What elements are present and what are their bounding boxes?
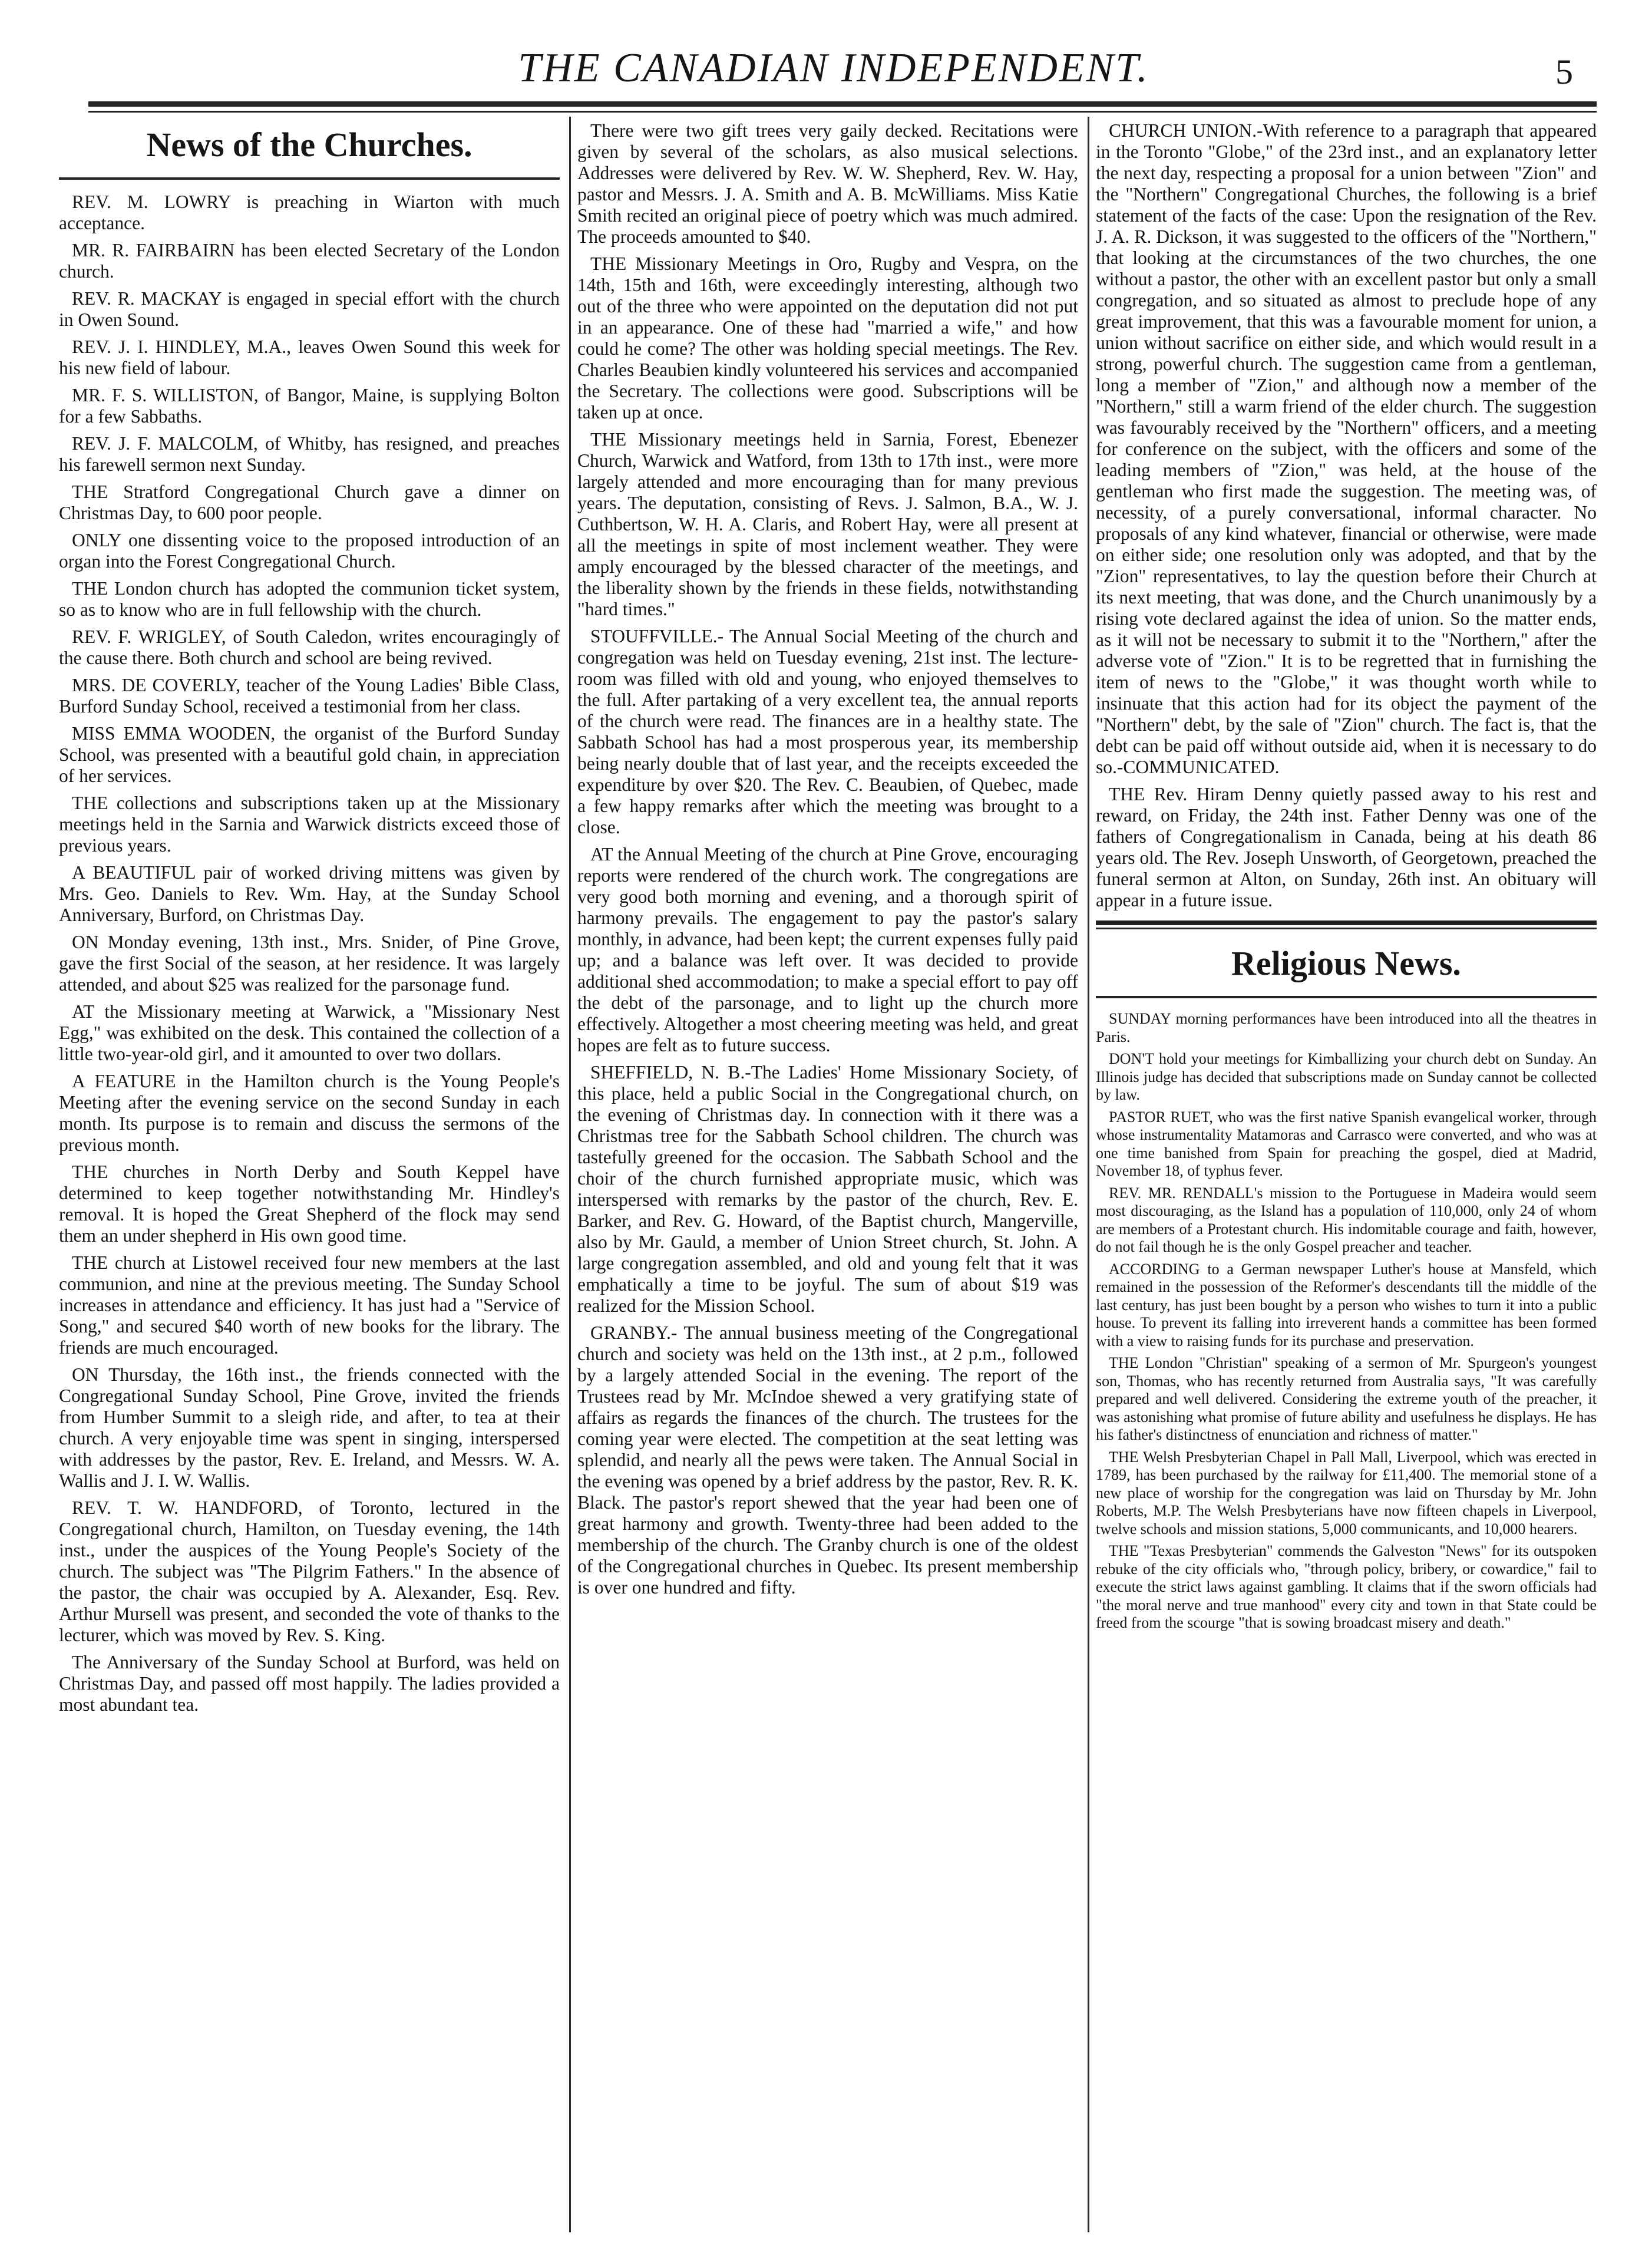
section-heading-religious-news: Religious News. (1231, 944, 1461, 982)
section-rule-thin (1096, 928, 1597, 929)
section-rule-thick (1096, 921, 1597, 925)
column-continued (577, 120, 1078, 2256)
heading-rule (59, 177, 560, 180)
article-paragraph: THE Stratford Congregational Church gave a dinner on Christmas Day, to 600 poor people. (59, 481, 560, 523)
masthead (88, 40, 1579, 99)
article-paragraph: STOUFFVILLE.- The Annual Social Meeting of the church and congregation was held on Tuesday evening, 21st inst. The lecture-room was filled with old and young, who enjoyed themselves to the full. After partaking of a very excellent tea, the annual reports of the church were read. The finances are in a healthy state. The Sabbath School has had a most prosperous year, its membership being nearly double that of last year, and the receipts exceeded the expenditure by over $20. The Rev. C. Beaubien, of Quebec, made a few happy remarks after which the meeting was brought to a close. (577, 626, 1078, 837)
paragraph-list (59, 192, 560, 1715)
column-divider (569, 117, 571, 2232)
article-paragraph: The Anniversary of the Sunday School at Burford, was held on Christmas Day, and passed off most happily. The ladies provided a most abundant tea. (59, 1652, 560, 1715)
article-paragraph: THE church at Listowel received four new members at the last communion, and nine at the previous meeting. The Sunday School increases in attendance and efficiency. It has just had a "Service of Song," and secured $40 worth of new books for the library. The friends are much encouraged. (59, 1252, 560, 1358)
article-paragraph: ONLY one dissenting voice to the proposed introduction of an organ into the Forest Congregational Church. (59, 530, 560, 572)
header-rule-thick (88, 101, 1597, 107)
article-paragraph: A BEAUTIFUL pair of worked driving mittens was given by Mrs. Geo. Daniels to Rev. Wm. Hay, at the Sunday School Anniversary, Burford, on Christmas Day. (59, 862, 560, 925)
article-paragraph: ON Thursday, the 16th inst., the friends connected with the Congregational Sunday School, Pine Grove, invited the friends from Humber Summit to a sleigh ride, and after, to tea at their church. A very enjoyable time was spent in singing, interspersed with addresses by the pastor, Rev. E. Ireland, and Messrs. W. A. Wallis and J. I. W. Wallis. (59, 1364, 560, 1491)
article-paragraph: ACCORDING to a German newspaper Luther's house at Mansfeld, which remained in the possession of the Reformer's descendants till the middle of the last century, has just been bought by a person who wishes to turn it into a public house. To prevent its falling into irreverent hands a committee has been formed with a view to raising funds for its purchase and preservation. (1096, 1260, 1597, 1350)
article-paragraph: REV. M. LOWRY is preaching in Wiarton with much acceptance. (59, 192, 560, 233)
heading-rule (1096, 996, 1597, 998)
article-paragraph: REV. J. I. HINDLEY, M.A., leaves Owen Sound this week for his new field of labour. (59, 336, 560, 378)
article-paragraph: THE London "Christian" speaking of a sermon of Mr. Spurgeon's youngest son, Thomas, who has recently returned from Australia says, "It was carefully prepared and well delivered. Considering the extreme youth of the preacher, it was astonishing what promise of future ability and usefulness he displays. He has his father's distinctness of enunciation and richness of matter." (1096, 1354, 1597, 1443)
newspaper-title: THE CANADIAN INDEPENDENT. (518, 45, 1149, 91)
article-paragraph: MISS EMMA WOODEN, the organist of the Burford Sunday School, was presented with a beautiful gold chain, in appreciation of her services. (59, 723, 560, 786)
article-paragraph: THE London church has adopted the communion ticket system, so as to know who are in full fellowship with the church. (59, 578, 560, 620)
article-paragraph: THE Welsh Presbyterian Chapel in Pall Mall, Liverpool, which was erected in 1789, has been purchased by the railway for £11,400. The memorial stone of a new place of worship for the congregation was laid on Thursday by Mr. John Roberts, M.P. The Welsh Presbyterians have now fifteen chapels in Liverpool, twelve schools and mission stations, 5,000 communicants, and 10,000 hearers. (1096, 1448, 1597, 1538)
article-paragraph: REV. J. F. MALCOLM, of Whitby, has resigned, and preaches his farewell sermon next Sunday. (59, 433, 560, 475)
article-paragraph: REV. T. W. HANDFORD, of Toronto, lectured in the Congregational church, Hamilton, on Tuesday evening, the 14th inst., under the auspices of the Young People's Society of the church. The subject was "The Pilgrim Fathers." In the absence of the pastor, the chair was occupied by A. Alexander, Esq. Rev. Arthur Mursell was present, and seconded the vote of thanks to the lecturer, which was moved by Rev. S. King. (59, 1497, 560, 1645)
page-number: 5 (1555, 52, 1573, 91)
article-paragraph: AT the Missionary meeting at Warwick, a "Missionary Nest Egg," was exhibited on the desk. This contained the collection of a little two-year-old girl, and it amounted to over two dollars. (59, 1001, 560, 1064)
section-heading: News of the Churches. (146, 126, 473, 164)
article-paragraph: MR. F. S. WILLISTON, of Bangor, Maine, is supplying Bolton for a few Sabbaths. (59, 385, 560, 427)
article-paragraph: PASTOR RUET, who was the first native Spanish evangelical worker, through whose instrumentality Matamoras and Carrasco were converted, and who was at one time banished from Spain for preaching the gospel, died at Madrid, November 18, of typhus fever. (1096, 1108, 1597, 1179)
article-paragraph: MRS. DE COVERLY, teacher of the Young Ladies' Bible Class, Burford Sunday School, received a testimonial from her class. (59, 675, 560, 717)
article-paragraph: THE "Texas Presbyterian" commends the Galveston "News" for its outspoken rebuke of the city officials who, "through policy, bribery, or cowardice," fail to execute the strict laws against gambling. It claims that if the sworn officials had "the moral nerve and true manhood" every city and town in that State could be freed from the scourge "that is sowing broadcast misery and death." (1096, 1542, 1597, 1631)
article-paragraph: THE churches in North Derby and South Keppel have determined to keep together notwithstanding Mr. Hindley's removal. It is hoped the Great Shepherd of the flock may send them an under shepherd in His own good time. (59, 1162, 560, 1246)
header-rule-thin (88, 111, 1597, 113)
article-paragraph: CHURCH UNION.-With reference to a paragraph that appeared in the Toronto "Globe," of the 23rd inst., and an explanatory letter the next day, respecting a proposal for a union between "Zion" and the "Northern" Congregational Churches, the following is a brief statement of the facts of the case: Upon the resignation of the Rev. J. A. R. Dickson, it was suggested to the officers of the "Northern," that looking at the circumstances of the two churches, the one without a pastor, the other with an excellent pastor but only a small congregation, and so situated as almost to preclude hope of any great improvement, that this was a favourable moment for union, a union without sacrifice on either side, and which would result in a strong, powerful church. The suggestion came from a gentleman, long a member of "Zion," and although now a member of the "Northern," still a warm friend of the elder church. The suggestion was favourably received by the "Northern" officers, and a meeting for conference on the subject, with the officers and some of the leading members of "Zion," was held, at the house of the gentleman who first made the suggestion. The meeting was, of necessity, of a purely conversational, informal character. No proposals of any kind whatever, financial or otherwise, were made on either side; one resolution only was adopted, and that by the "Zion" representatives, to lay the question before their Church at its next meeting, that was done, and the Church unanimously by a rising vote declared against the idea of union. So the matter ends, as it will not be necessary to submit it to the "Northern," after the adverse vote of "Zion." It is to be regretted that in furnishing the item of news to the "Globe," it was thought worth while to insinuate that this action had for its object the payment of the "Northern" debt, by the sale of "Zion" church. The fact is, that the debt can be paid off without outside aid, when it is necessary to do so.-COMMUNICATED. (1096, 120, 1597, 777)
article-paragraph: MR. R. FAIRBAIRN has been elected Secretary of the London church. (59, 240, 560, 282)
paragraph-list (1096, 120, 1597, 911)
article-paragraph: THE Missionary Meetings in Oro, Rugby and Vespra, on the 14th, 15th and 16th, were exceedingly interesting, although two out of the three who were appointed on the deputation did not put in an appearance. One of these had "married a wife," and how could he come? The other was holding special meetings. The Rev. Charles Beaubien kindly volunteered his services and accompanied the Secretary. The collections were good. Subscriptions will be taken up at once. (577, 253, 1078, 423)
article-paragraph: A FEATURE in the Hamilton church is the Young People's Meeting after the evening service on the second Sunday in each month. Its purpose is to remain and discuss the sermons of the previous month. (59, 1071, 560, 1155)
paragraph-list (577, 120, 1078, 1598)
article-paragraph: THE Missionary meetings held in Sarnia, Forest, Ebenezer Church, Warwick and Watford, from 13th to 17th inst., were more largely attended and more encouraging than for many previous years. The deputation, consisting of Revs. J. Salmon, B.A., W. J. Cuthbertson, W. H. A. Claris, and Robert Hay, were all present at all the meetings in spite of most inclement weather. They were amply encouraged by the blessed character of the meetings, and the liberality shown by the friends in these fields, notwithstanding "hard times." (577, 429, 1078, 619)
article-paragraph: ON Monday evening, 13th inst., Mrs. Snider, of Pine Grove, gave the first Social of the season, at her residence. It was largely attended, and about $25 was realized for the parsonage fund. (59, 932, 560, 995)
article-paragraph: DON'T hold your meetings for Kimballizing your church debt on Sunday. An Illinois judge has decided that subscriptions made on Sunday cannot be collected by law. (1096, 1050, 1597, 1103)
article-paragraph: REV. R. MACKAY is engaged in special effort with the church in Owen Sound. (59, 288, 560, 330)
small-paragraph-list (1096, 1010, 1597, 1632)
article-paragraph: There were two gift trees very gaily decked. Recitations were given by several of the scholars, as also musical selections. Addresses were delivered by Rev. W. W. Shepherd, Rev. W. Hay, pastor and Messrs. J. A. Smith and A. B. McWilliams. Miss Katie Smith recited an original piece of poetry which was much admired. The proceeds amounted to $40. (577, 120, 1078, 247)
article-paragraph: GRANBY.- The annual business meeting of the Congregational church and society was held on the 13th inst., at 2 p.m., followed by a largely attended Social in the evening. The report of the Trustees read by Mr. McIndoe shewed a very gratifying state of affairs as regards the finances of the church. The trustees for the coming year were elected. The competition at the seat letting was splendid, and nearly all the pews were taken. The Annual Social in the evening was opened by a brief address by the pastor, Rev. R. K. Black. The pastor's report shewed that the year had been one of great harmony and growth. Twenty-three had been added to the membership of the church. The Granby church is one of the oldest of the Congregational churches in Quebec. Its present membership is over one hundred and fifty. (577, 1322, 1078, 1598)
column-church-union (1096, 120, 1597, 2256)
article-paragraph: SHEFFIELD, N. B.-The Ladies' Home Missionary Society, of this place, held a public Social in the Congregational church, on the evening of Christmas day. In connection with it there was a Christmas tree for the Sabbath School children. The church was tastefully greened for the occasion. The Sabbath School and the choir of the church furnished appropriate music, which was interspersed with remarks by the pastor of the church, Rev. E. Barker, and Rev. G. Howard, of the Baptist church, Mangerville, also by Mr. Gauld, a member of Union Street church, St. John. A large congregation assembled, and old and young felt that it was emphatically a time to be joyful. The sum of about $19 was realized for the Mission School. (577, 1062, 1078, 1316)
article-paragraph: SUNDAY morning performances have been introduced into all the theatres in Paris. (1096, 1010, 1597, 1045)
article-paragraph: THE collections and subscriptions taken up at the Missionary meetings held in the Sarnia and Warwick districts exceed those of previous years. (59, 793, 560, 856)
column-divider (1088, 117, 1089, 2232)
article-paragraph: AT the Annual Meeting of the church at Pine Grove, encouraging reports were rendered of the church work. The congregations are very good both morning and evening, and a thorough spirit of harmony prevails. The engagement to pay the pastor's salary monthly, in advance, had been kept; the current expenses fully paid up; and a balance was left over. It was decided to provide additional shed accommodation; to make a special effort to pay off the debt of the parsonage, and to light up the church more effectively. Altogether a most cheering meeting was held, and great hopes are felt as to future success. (577, 844, 1078, 1055)
article-paragraph: THE Rev. Hiram Denny quietly passed away to his rest and reward, on Friday, the 24th inst. Father Denny was one of the fathers of Congregationalism in Canada, being at his death 86 years old. The Rev. Joseph Unsworth, of Georgetown, preached the funeral sermon at Alton, on Sunday, 26th inst. An obituary will appear in a future issue. (1096, 784, 1597, 910)
article-paragraph: REV. F. WRIGLEY, of South Caledon, writes encouragingly of the cause there. Both church and school are being revived. (59, 626, 560, 668)
column-news-of-churches (59, 120, 560, 2256)
article-paragraph: REV. MR. RENDALL's mission to the Portuguese in Madeira would seem most discouraging, as the Island has a population of 110,000, only 24 of whom are members of a Protestant church. His indomitable courage and faith, however, do not fail though he is the only Gospel preacher and teacher. (1096, 1184, 1597, 1255)
